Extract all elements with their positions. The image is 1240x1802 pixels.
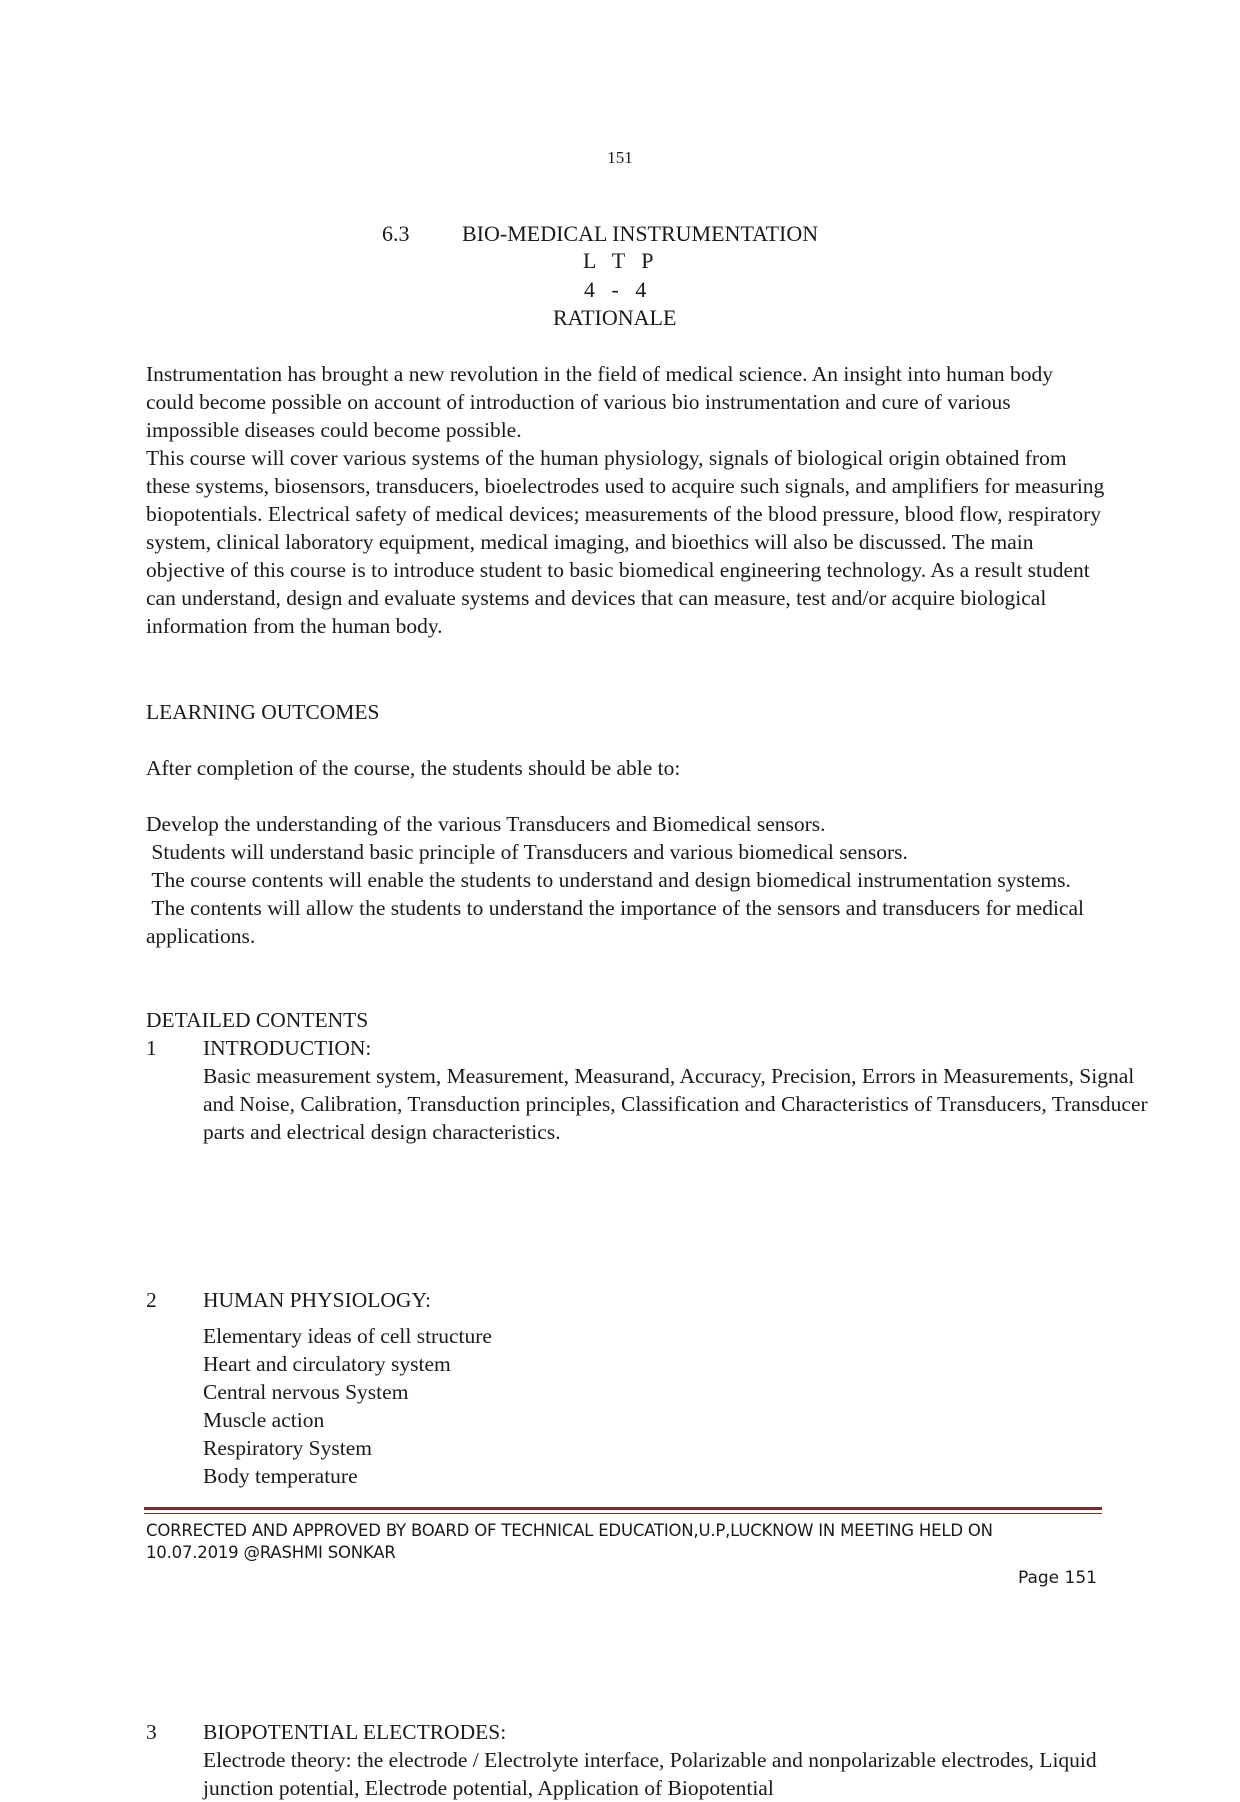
footer-line-2: 10.07.2019 @RASHMI SONKAR: [146, 1543, 396, 1562]
list-item: Heart and circulatory system: [203, 1352, 451, 1376]
rationale-paragraph-1: Instrumentation has brought a new revolution in the field of medical science. An insight into human body could become possible on account of introduction of various bio instrumentation and cure of various impossible diseases could become possible.: [146, 362, 1053, 442]
learning-outcomes-list: [146, 810, 1106, 950]
section-number: 6.3: [382, 221, 410, 246]
footer-line-1: CORRECTED AND APPROVED BY BOARD OF TECHNICAL EDUCATION,U.P,LUCKNOW IN MEETING HELD ON: [146, 1521, 993, 1540]
list-item: Central nervous System: [203, 1380, 409, 1404]
section-body: Basic measurement system, Measurement, Measurand, Accuracy, Precision, Errors in Measurements, Signal and Noise, Calibration, Transduction principles, Classification and Characteristics of Transducers, Transducer parts and electrical design characteristics.: [203, 1064, 1148, 1144]
section-number: 2: [146, 1288, 157, 1312]
course-title: BIO-MEDICAL INSTRUMENTATION: [462, 221, 819, 246]
footer-divider: [144, 1507, 1102, 1510]
detailed-contents-heading: DETAILED CONTENTS: [146, 1008, 369, 1032]
section-title: BIOPOTENTIAL ELECTRODES:: [203, 1720, 507, 1744]
rationale-section: [146, 360, 1106, 640]
rationale-heading: RATIONALE: [553, 305, 677, 330]
section-number: 3: [146, 1720, 157, 1744]
section-introduction: [146, 1034, 1163, 1146]
section-number: 1: [146, 1036, 157, 1060]
outcome-item: The contents will allow the students to understand the importance of the sensors and transducers for medical applications.: [146, 896, 1090, 948]
footer-divider-thin: [144, 1513, 1102, 1514]
footer-page-number: Page 151: [1017, 1568, 1097, 1588]
section-title: HUMAN PHYSIOLOGY:: [203, 1288, 431, 1312]
footer-approval-note: [146, 1520, 1106, 1564]
learning-outcomes-heading: LEARNING OUTCOMES: [146, 700, 380, 724]
rationale-paragraph-2: This course will cover various systems of the human physiology, signals of biological origin obtained from these systems, biosensors, transducers, bioelectrodes used to acquire such signals, and amplifiers for measuring biopotentials. Electrical safety of medical devices; measurements of the blood pressure, blood flow, respiratory system, clinical laboratory equipment, medical imaging, and bioethics will also be discussed. The main objective of this course is to introduce student to basic biomedical engineering technology. As a result student can understand, design and evaluate systems and devices that can measure, test and/or acquire biological information from the human body.: [146, 446, 1105, 638]
page-number-top: 151: [607, 148, 633, 167]
section-human-physiology: [146, 1286, 1163, 1490]
list-item: Elementary ideas of cell structure: [203, 1324, 492, 1348]
list-item: Muscle action: [203, 1408, 325, 1432]
section-biopotential-electrodes: [146, 1718, 1163, 1802]
outcome-item: The course contents will enable the students to understand and design biomedical instrumentation systems.: [146, 868, 1071, 892]
outcome-item: Develop the understanding of the various Transducers and Biomedical sensors.: [146, 812, 826, 836]
ltp-values: 4 - 4: [584, 277, 647, 302]
outcome-item: Students will understand basic principle of Transducers and various biomedical sensors.: [146, 840, 908, 864]
section-body: Electrode theory: the electrode / Electrolyte interface, Polarizable and nonpolarizable electrodes, Liquid junction potential, Electrode potential, Application of Biopotential: [203, 1748, 1097, 1800]
list-item: Body temperature: [203, 1464, 358, 1488]
list-item: Respiratory System: [203, 1436, 372, 1460]
learning-outcomes-intro: After completion of the course, the students should be able to:: [146, 756, 681, 780]
ltp-label: L T P: [583, 248, 654, 273]
section-title: INTRODUCTION:: [203, 1036, 372, 1060]
